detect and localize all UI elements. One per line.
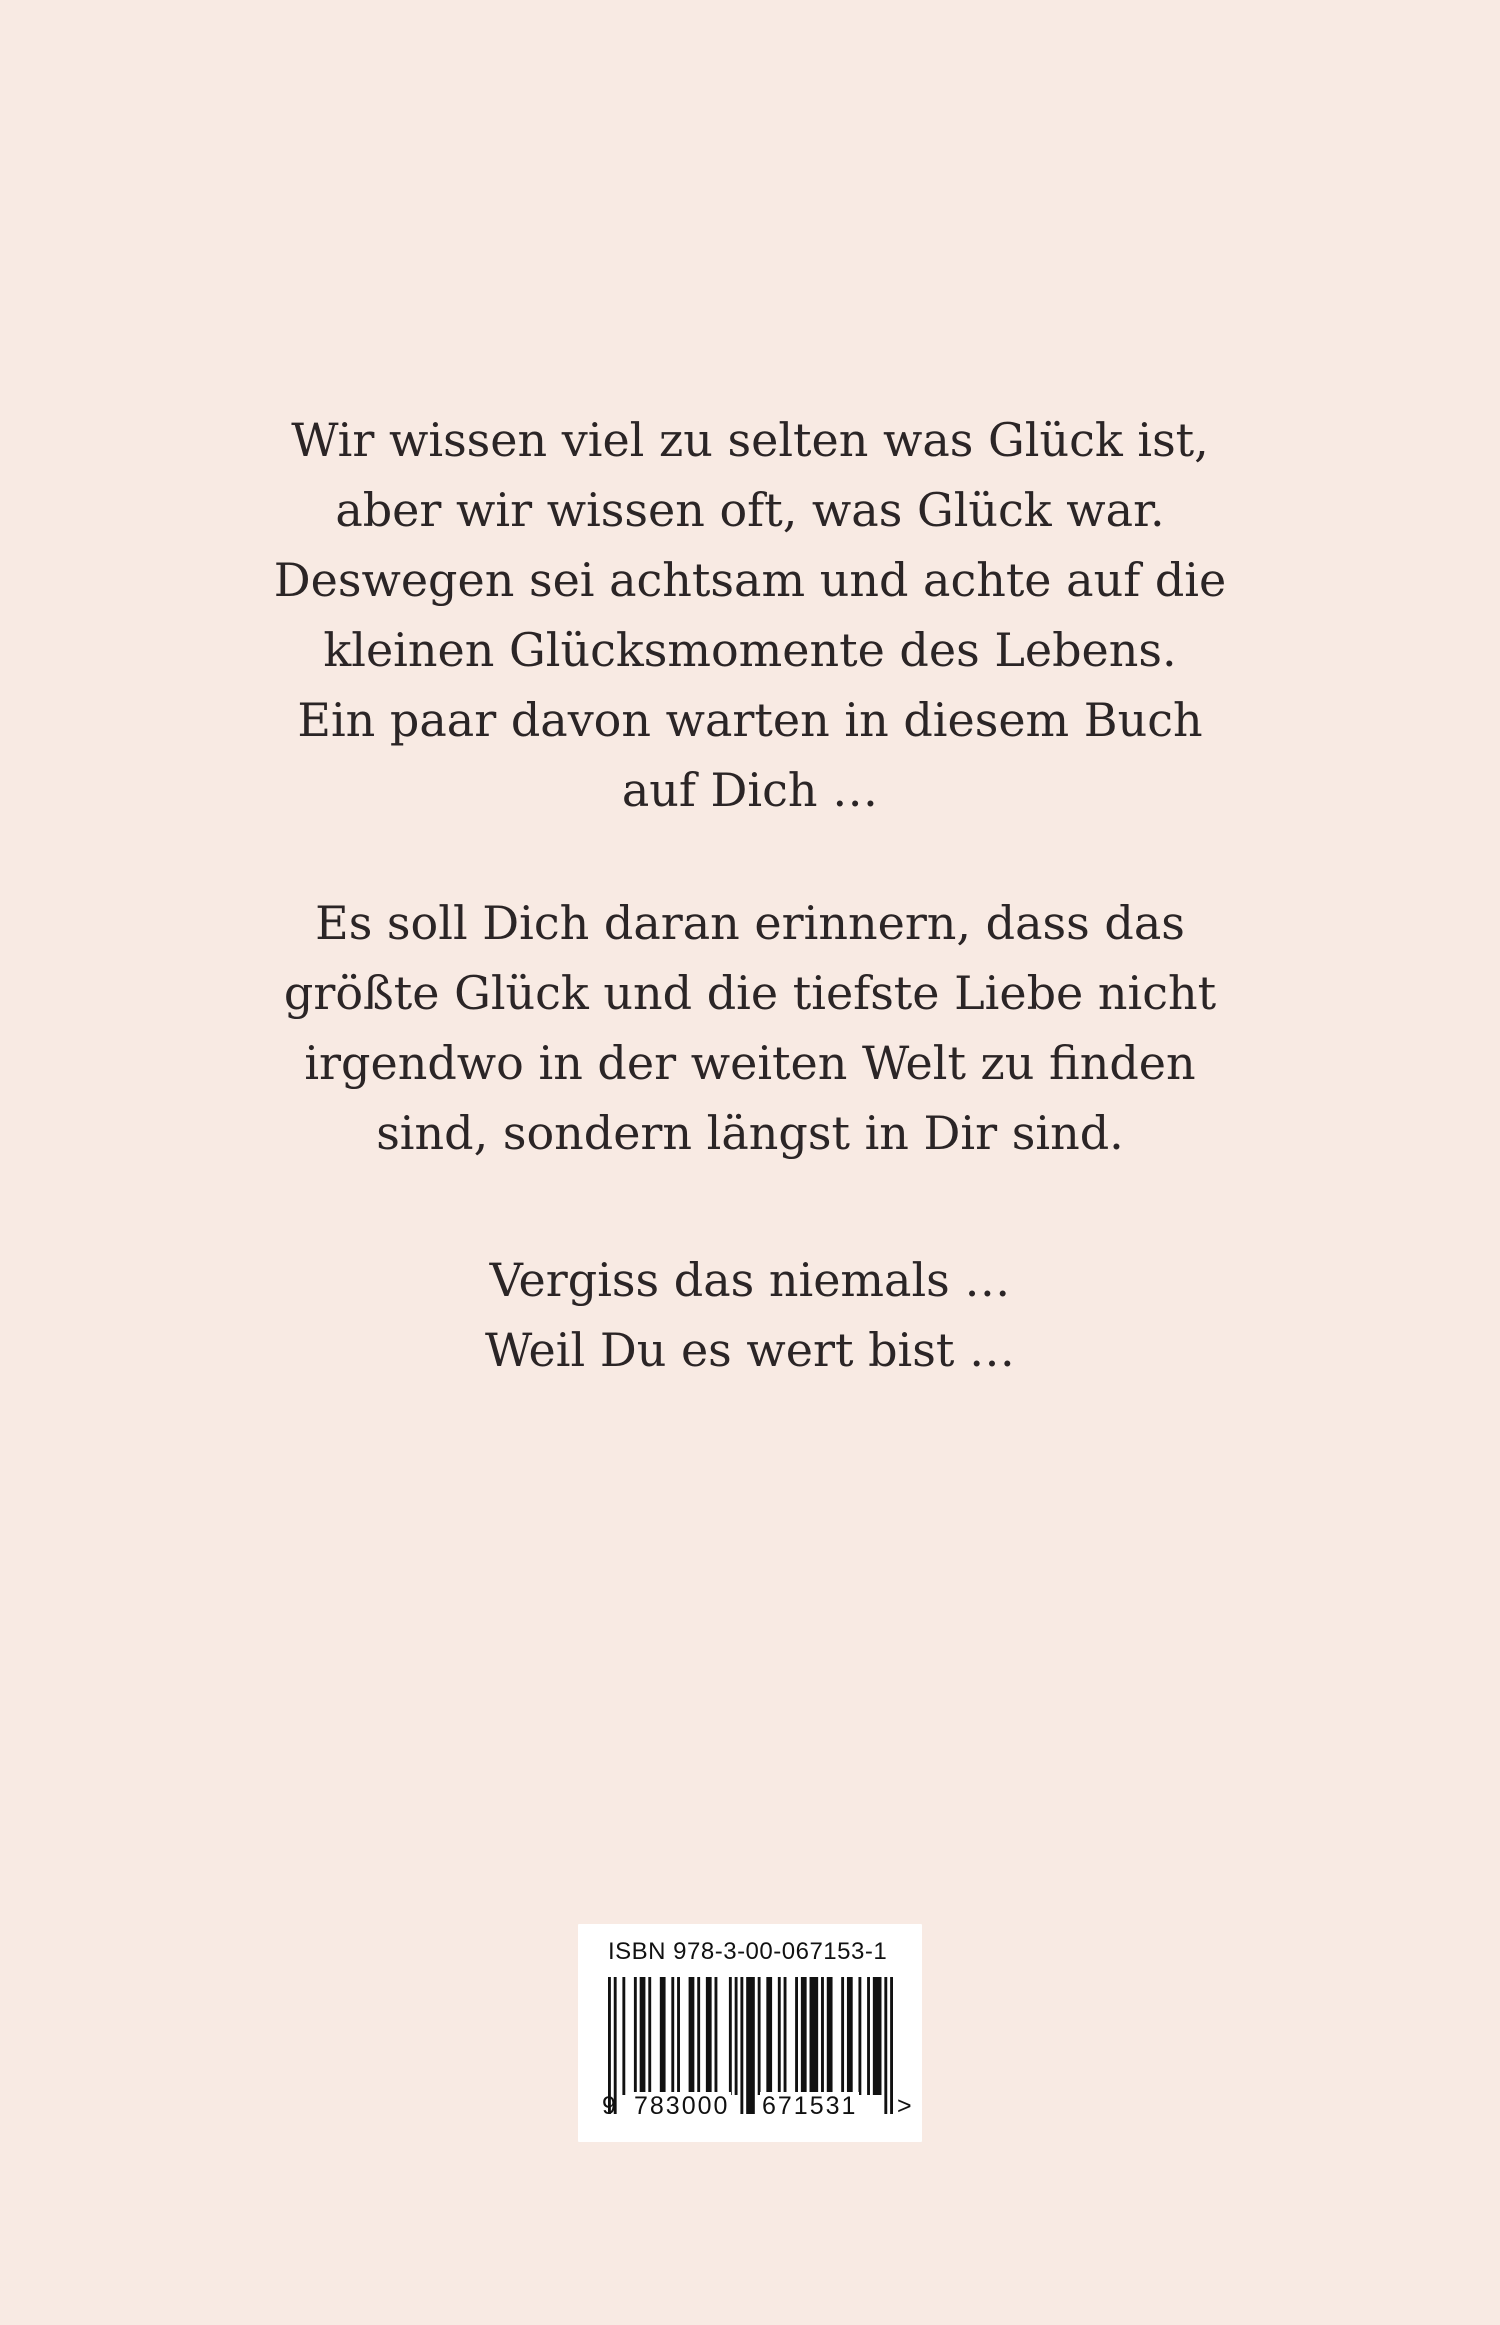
blurb-paragraph-3 — [250, 1245, 1250, 1385]
barcode-digit-first: 9 — [602, 2092, 616, 2120]
barcode-digits — [602, 2084, 912, 2124]
blurb-paragraph-1 — [250, 405, 1250, 825]
barcode-digits-right: 671531 — [762, 2092, 858, 2120]
barcode-digits-left: 783000 — [634, 2092, 730, 2120]
isbn-number: ISBN 978-3-00-067153-1 — [608, 1938, 888, 1965]
blurb-paragraph-2 — [250, 888, 1250, 1168]
blurb-line: größte Glück und die tiefste Liebe nicht — [283, 966, 1217, 1020]
blurb-line: Wir wissen viel zu selten was Glück ist, — [291, 413, 1209, 467]
blurb-line: Weil Du es wert bist … — [485, 1323, 1015, 1377]
blurb-line: Deswegen sei achtsam und achte auf die — [273, 553, 1227, 607]
blurb-line: irgendwo in der weiten Welt zu finden — [304, 1036, 1196, 1090]
blurb-line: sind, sondern längst in Dir sind. — [376, 1106, 1124, 1160]
isbn-barcode-label — [578, 1924, 922, 2142]
blurb-line: aber wir wissen oft, was Glück war. — [335, 483, 1165, 537]
blurb-line: Es soll Dich daran erinnern, dass das — [315, 896, 1185, 950]
blurb-line: auf Dich … — [621, 763, 879, 817]
barcode-arrow: > — [897, 2092, 912, 2120]
blurb-line: kleinen Glücksmomente des Lebens. — [323, 623, 1177, 677]
blurb-line: Vergiss das niemals … — [489, 1253, 1011, 1307]
blurb-line: Ein paar davon warten in diesem Buch — [297, 693, 1203, 747]
